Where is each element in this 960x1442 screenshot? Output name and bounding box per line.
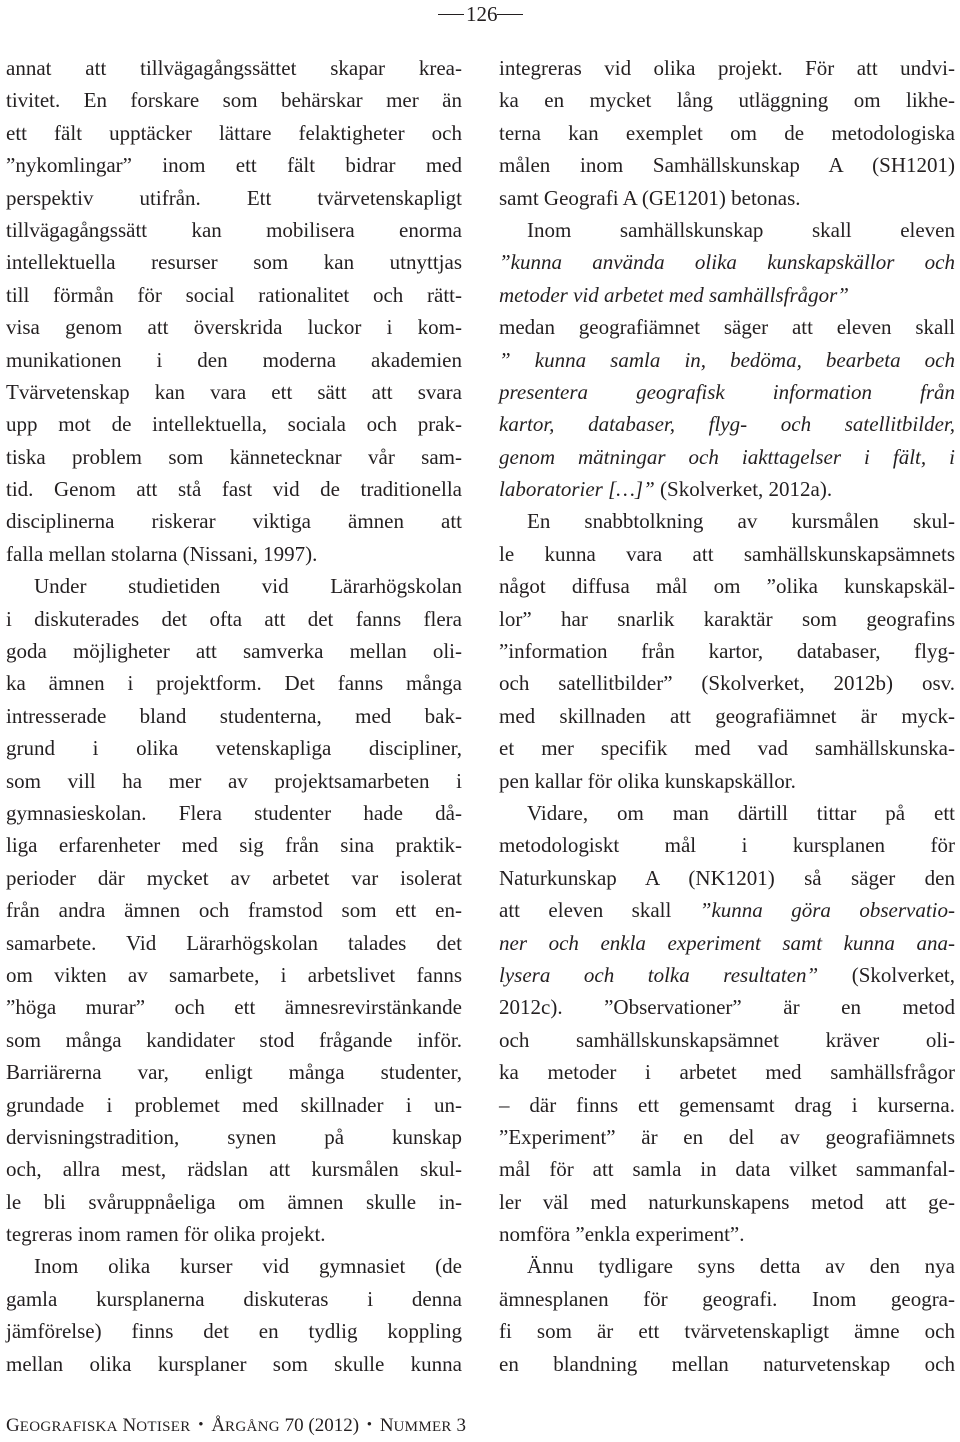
text-line: [499, 1218, 955, 1250]
text-line: [6, 1024, 462, 1056]
text-line: [6, 538, 462, 570]
text-line: [499, 441, 955, 473]
journal-name: GEOGRAFISKA NOTISER: [6, 1415, 191, 1436]
text: (Skolverket,: [818, 962, 955, 987]
text: fi som är ett tvärvetenskapligt ämne och: [499, 1319, 955, 1344]
text-line: [499, 149, 955, 181]
text-line: [499, 1153, 955, 1185]
italic-text: genom mätningar och iakttagelser i fält, i: [499, 444, 955, 469]
text-line: [499, 538, 955, 570]
text-line: [6, 635, 462, 667]
text-line: [6, 473, 462, 505]
text-line: [6, 311, 462, 343]
text-line: [499, 311, 955, 343]
text-line: [6, 765, 462, 797]
text: grundade i problemet med skillnader i un-: [6, 1092, 462, 1117]
volume-label: ÅRGÅNG 70 (2012): [211, 1415, 360, 1436]
text: gymnasieskolan. Flera studenter hade då-: [6, 800, 462, 825]
text: tiska problem som kännetecknar vår sam-: [6, 444, 462, 469]
text: upp mot de intellektuella, sociala och prak-: [6, 412, 462, 437]
text-line: [6, 214, 462, 246]
text-line: [499, 732, 955, 764]
text-line: [499, 894, 955, 926]
text: ämnesplanen för geografi. Inom geogra-: [499, 1286, 955, 1311]
text: medan geografiämnet säger att eleven skall: [499, 315, 955, 340]
text: falla mellan stolarna (Nissani, 1997).: [6, 541, 318, 566]
text: grund i olika vetenskapliga discipliner,: [6, 736, 462, 761]
text: om vikten av samarbete, i arbetslivet fanns: [6, 962, 462, 987]
text-line: [499, 635, 955, 667]
text-line: [6, 117, 462, 149]
text-line: [6, 603, 462, 635]
text: nomföra ”enkla experiment”.: [499, 1222, 745, 1247]
text: ler väl med naturkunskapens metod att ge-: [499, 1189, 955, 1214]
text-line: [6, 667, 462, 699]
text-line: [499, 52, 955, 84]
text: ka ämnen i projektform. Det fanns många: [6, 671, 462, 696]
italic-text: ” kunna samla in, bedöma, bearbeta och: [499, 347, 955, 372]
text: metodologiskt mål i kursplanen för: [499, 833, 955, 858]
text-line: [6, 862, 462, 894]
text-line: [6, 1089, 462, 1121]
text-line: [499, 959, 955, 991]
text: mellan olika kursplaner som skulle kunna: [6, 1351, 462, 1376]
text-line: [6, 1250, 462, 1282]
text: jämförelse) finns det en tydlig koppling: [6, 1319, 462, 1344]
header-rule-left: [438, 14, 464, 15]
text-line: [6, 376, 462, 408]
text: perioder där mycket av arbetet var isolerat: [6, 865, 462, 890]
text: pen kallar för olika kunskapskällor.: [499, 768, 796, 793]
text: le bli svåruppnåeliga om ämnen skulle in-: [6, 1189, 462, 1214]
text: tid. Genom att stå fast vid de traditionella: [6, 477, 462, 502]
header-rule-right: [497, 14, 523, 15]
text: tegreras inom ramen för olika projekt.: [6, 1222, 326, 1247]
text: en blandning mellan naturvetenskap och: [499, 1351, 955, 1376]
page-number: 126: [466, 2, 498, 26]
text-line: [499, 1056, 955, 1088]
text: Barriärerna var, enligt många studenter,: [6, 1060, 462, 1085]
text-line: [499, 84, 955, 116]
italic-text: lysera och tolka resultaten”: [499, 962, 819, 987]
text: dervisningstradition, synen på kunskap: [6, 1124, 462, 1149]
text: disciplinerna riskerar viktiga ämnen att: [6, 509, 462, 534]
text: Under studietiden vid Lärarhögskolan: [34, 574, 462, 599]
italic-text: ”kunna göra observatio-: [699, 898, 955, 923]
text: Vidare, om man därtill tittar på ett: [527, 800, 955, 825]
text: goda möjligheter att samverka mellan oli-: [6, 639, 462, 664]
text: mål för att samla in data vilket sammanfal-: [499, 1157, 955, 1182]
text: ”information från kartor, databaser, flyg-: [499, 639, 955, 664]
text-line: [499, 829, 955, 861]
text: munikationen i den moderna akademien: [6, 347, 462, 372]
text-line: [6, 1218, 462, 1250]
italic-text: laboratorier […]”: [499, 477, 655, 502]
text: i diskuterades det ofta att det fanns flera: [6, 606, 462, 631]
text-line: [499, 1283, 955, 1315]
text-line: [6, 84, 462, 116]
text-line: [6, 1186, 462, 1218]
text: ”Experiment” är en del av geografiämnets: [499, 1124, 955, 1149]
italic-text: ner och enkla experiment samt kunna ana-: [499, 930, 955, 955]
text-line: [6, 279, 462, 311]
text-line: [6, 1153, 462, 1185]
text-line: [499, 862, 955, 894]
page-footer: [6, 1413, 466, 1439]
text: och samhällskunskapsämnet kräver oli-: [499, 1027, 955, 1052]
text: och satellitbilder” (Skolverket, 2012b) osv.: [499, 671, 955, 696]
text: ka en mycket lång utläggning om likhe-: [499, 88, 955, 113]
text: ka metoder i arbetet med samhällsfrågor: [499, 1060, 955, 1085]
text: samarbete. Vid Lärarhögskolan talades det: [6, 930, 462, 955]
left-column: [6, 52, 462, 1380]
text-line: [6, 408, 462, 440]
text: som vill ha mer av projektsamarbeten i: [6, 768, 462, 793]
text-line: [6, 149, 462, 181]
issue-label: NUMMER 3: [379, 1415, 466, 1436]
text: ”nykomlingar” inom ett fält bidrar med: [6, 153, 462, 178]
text-line: [6, 52, 462, 84]
text: et mer specifik med vad samhällskunska-: [499, 736, 955, 761]
footer-bullet: •: [198, 1417, 204, 1433]
text-line: [499, 797, 955, 829]
italic-text: metoder vid arbetet med samhällsfrågor”: [499, 282, 849, 307]
text: något diffusa mål om ”olika kunskapskäl-: [499, 574, 955, 599]
text: Ännu tydligare syns detta av den nya: [527, 1254, 955, 1279]
text-line: [499, 603, 955, 635]
text-line: [499, 408, 955, 440]
text: annat att tillvägagångssättet skapar krea-: [6, 56, 462, 80]
text: med skillnaden att geografiämnet är myck-: [499, 703, 955, 728]
italic-text: kartor, databaser, flyg- och satellitbilder,: [499, 412, 955, 437]
text-line: [499, 117, 955, 149]
text-line: [499, 246, 955, 278]
text: och, allra mest, rädslan att kursmålen skul-: [6, 1157, 462, 1182]
text-line: [499, 376, 955, 408]
text-line: [499, 1348, 955, 1380]
text-line: [499, 505, 955, 537]
text: intellektuella resurser som kan utnyttjas: [6, 250, 462, 275]
text: lor” har snarlik karaktär som geografins: [499, 606, 955, 631]
text: till förmån för social rationalitet och rätt-: [6, 282, 462, 307]
text: tillvägagångssätt kan mobilisera enorma: [6, 217, 462, 242]
text-line: [6, 927, 462, 959]
text-line: [499, 570, 955, 602]
text-line: [499, 1089, 955, 1121]
text-line: [6, 894, 462, 926]
text-line: [6, 1348, 462, 1380]
text-line: [499, 182, 955, 214]
text-line: [499, 279, 955, 311]
text-line: [6, 182, 462, 214]
page-header: [0, 0, 960, 30]
text-line: [499, 344, 955, 376]
text-line: [6, 570, 462, 602]
text: ett fält upptäcker lättare felaktigheter och: [6, 120, 462, 145]
text-line: [499, 1121, 955, 1153]
text-line: [499, 1186, 955, 1218]
text: intresserade bland studenterna, med bak-: [6, 703, 462, 728]
text: att eleven skall: [499, 898, 700, 923]
text: samt Geografi A (GE1201) betonas.: [499, 185, 801, 210]
text: målen inom Samhällskunskap A (SH1201): [499, 153, 955, 178]
text: le kunna vara att samhällskunskapsämnets: [499, 541, 955, 566]
text: perspektiv utifrån. Ett tvärvetenskapligt: [6, 185, 462, 210]
text-line: [6, 1315, 462, 1347]
text: visa genom att överskrida luckor i kom-: [6, 315, 462, 340]
text-line: [6, 344, 462, 376]
text: från andra ämnen och framstod som ett en-: [6, 898, 462, 923]
text: integreras vid olika projekt. För att undvi-: [499, 56, 955, 80]
text-line: [6, 732, 462, 764]
text-line: [499, 473, 955, 505]
text-line: [6, 1283, 462, 1315]
text-line: [6, 1121, 462, 1153]
right-column: [499, 52, 955, 1380]
text-line: [6, 246, 462, 278]
text: som många kandidater stod frågande inför.: [6, 1027, 462, 1052]
text-line: [6, 441, 462, 473]
text-line: [6, 505, 462, 537]
text-line: [499, 214, 955, 246]
text-line: [499, 927, 955, 959]
italic-text: presentera geografisk information från: [499, 379, 955, 404]
text: terna kan exemplet om de metodologiska: [499, 120, 955, 145]
text-line: [6, 1056, 462, 1088]
text: Naturkunskap A (NK1201) så säger den: [499, 865, 955, 890]
text-line: [499, 991, 955, 1023]
text-line: [499, 700, 955, 732]
text: En snabbtolkning av kursmålen skul-: [527, 509, 955, 534]
text: (Skolverket, 2012a).: [654, 477, 833, 502]
text: Tvärvetenskap kan vara ett sätt att svara: [6, 379, 462, 404]
text-line: [6, 959, 462, 991]
text: Inom olika kurser vid gymnasiet (de: [34, 1254, 462, 1279]
text: gamla kursplanerna diskuteras i denna: [6, 1286, 462, 1311]
text-line: [499, 667, 955, 699]
text-line: [499, 1315, 955, 1347]
text-line: [6, 829, 462, 861]
text: liga erfarenheter med sig från sina praktik-: [6, 833, 462, 858]
text: tivitet. En forskare som behärskar mer än: [6, 88, 462, 113]
text-line: [6, 991, 462, 1023]
italic-text: ”kunna använda olika kunskapskällor och: [499, 250, 955, 275]
footer-bullet: •: [366, 1417, 373, 1433]
text: Inom samhällskunskap skall eleven: [527, 217, 955, 242]
text-line: [499, 1250, 955, 1282]
text: ”höga murar” och ett ämnesrevirstänkande: [6, 995, 462, 1020]
text-line: [6, 700, 462, 732]
text: – där finns ett gemensamt drag i kurserna.: [499, 1092, 955, 1117]
text-line: [499, 1024, 955, 1056]
text: 2012c). ”Observationer” är en metod: [499, 995, 955, 1020]
text-line: [6, 797, 462, 829]
text-line: [499, 765, 955, 797]
